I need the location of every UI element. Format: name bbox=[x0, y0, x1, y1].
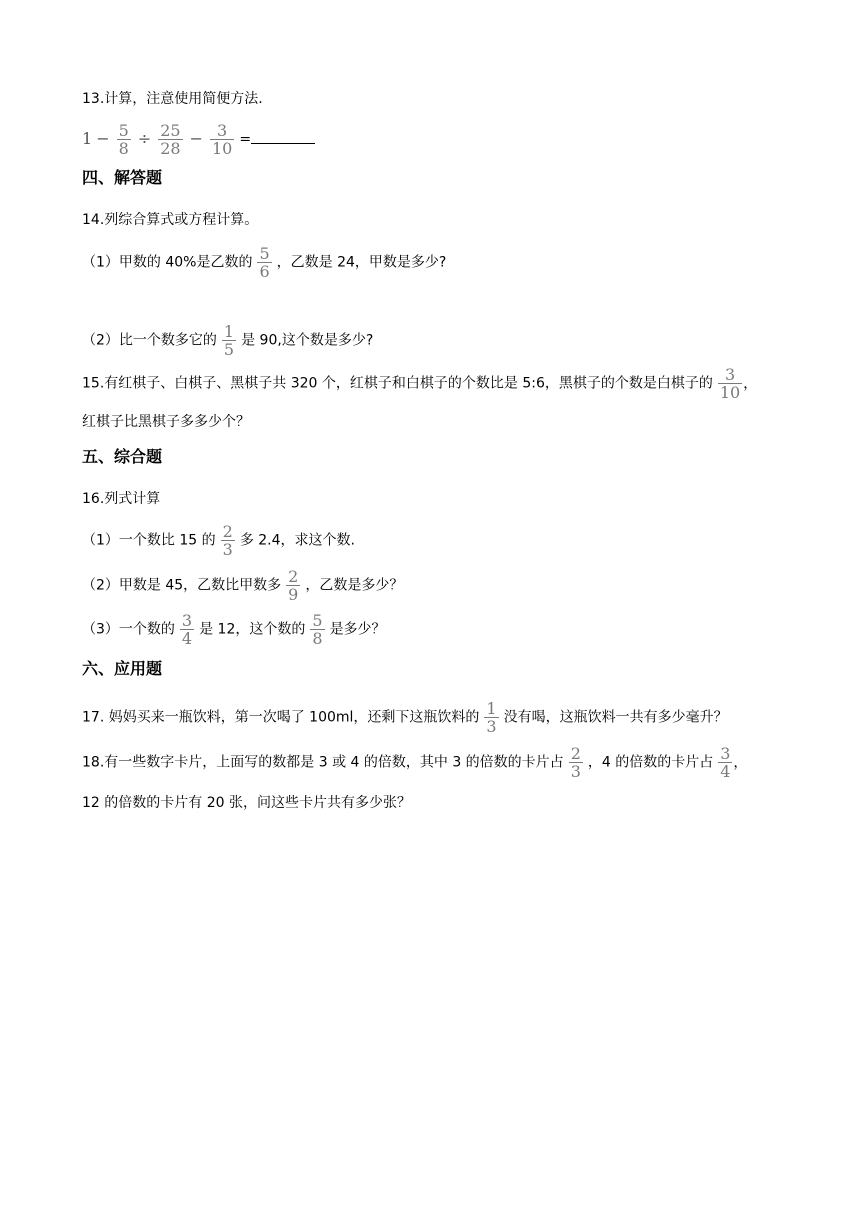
question-17: 17. 妈妈买来一瓶饮料，第一次喝了 100ml，还剩下这瓶饮料的 $\frac{1}{3}$ 没有喝，这瓶饮料一共有多少毫升？ bbox=[82, 699, 728, 736]
fraction: $\frac{5}{8}$ bbox=[312, 611, 323, 648]
fraction: $\frac{2}{3}$ bbox=[570, 744, 581, 781]
fraction: $\frac{2}{3}$ bbox=[222, 522, 233, 559]
question-13-title: 13.计算，注意使用简便方法. bbox=[82, 91, 263, 107]
question-13-expression bbox=[82, 122, 315, 157]
section-heading-6: 六、应用题 bbox=[82, 659, 163, 678]
fraction: $\frac{25}{28}$ bbox=[160, 121, 181, 158]
question-18-line-1: 18.有一些数字卡片，上面写的数都是 3 或 4 的倍数，其中 3 的倍数的卡片占 $\frac{2}{3}$ ，4 的倍数的卡片占 $\frac{3}{4}$ ， bbox=[82, 744, 748, 781]
question-18-line-2: 12 的倍数的卡片有 20 张，问这些卡片共有多少张？ bbox=[82, 795, 411, 811]
question-15-line-2: 红棋子比黑棋子多多少个？ bbox=[82, 414, 250, 430]
fraction: $\frac{3}{4}$ bbox=[181, 611, 193, 648]
fraction: $\frac{3}{4}$ bbox=[720, 744, 731, 781]
question-15-line-1: 15.有红棋子、白棋子、黑棋子共 320 个，红棋子和白棋子的个数比是 5:6，黑棋子的个数是白棋子的 $\frac{3}{10}$ ， bbox=[82, 365, 758, 402]
fraction: $\frac{5}{6}$ bbox=[259, 244, 270, 281]
section-heading-4: 四、解答题 bbox=[82, 168, 163, 187]
question-16-part-1: （1）一个数比 15 的 $\frac{2}{3}$ 多 2.4，求这个数. bbox=[82, 522, 355, 559]
fraction: $\frac{2}{9}$ bbox=[288, 567, 299, 604]
fraction: $\frac{3}{10}$ bbox=[211, 121, 233, 158]
question-16-part-2: （2）甲数是 45，乙数比甲数多 $\frac{2}{9}$ ，乙数是多少？ bbox=[82, 567, 404, 604]
answer-blank[interactable] bbox=[251, 131, 315, 144]
fraction: $\frac{3}{10}$ bbox=[719, 365, 741, 402]
question-16-title: 16.列式计算 bbox=[82, 491, 161, 507]
question-14-title: 14.列综合算式或方程计算。 bbox=[82, 212, 259, 228]
question-14-part-2: （2）比一个数多它的 $\frac{1}{5}$ 是 90,这个数是多少? bbox=[82, 322, 374, 359]
fraction: $\frac{5}{8}$ bbox=[118, 121, 129, 158]
fraction: $\frac{1}{5}$ bbox=[223, 322, 235, 359]
minus-sign: − bbox=[96, 128, 110, 148]
section-heading-5: 五、综合题 bbox=[82, 447, 163, 466]
minus-sign: − bbox=[189, 128, 203, 148]
expr-one: 1 bbox=[82, 128, 93, 148]
divide-sign: ÷ bbox=[137, 128, 152, 148]
question-14-part-1: （1）甲数的 40%是乙数的 $\frac{5}{6}$ ，乙数是 24，甲数是多少? bbox=[82, 244, 447, 281]
fraction: $\frac{1}{3}$ bbox=[486, 699, 497, 736]
equals-sign: = bbox=[239, 131, 252, 148]
question-16-part-3: （3）一个数的 $\frac{3}{4}$ 是 12，这个数的 $\frac{5}{8}$ 是多少？ bbox=[82, 611, 386, 648]
